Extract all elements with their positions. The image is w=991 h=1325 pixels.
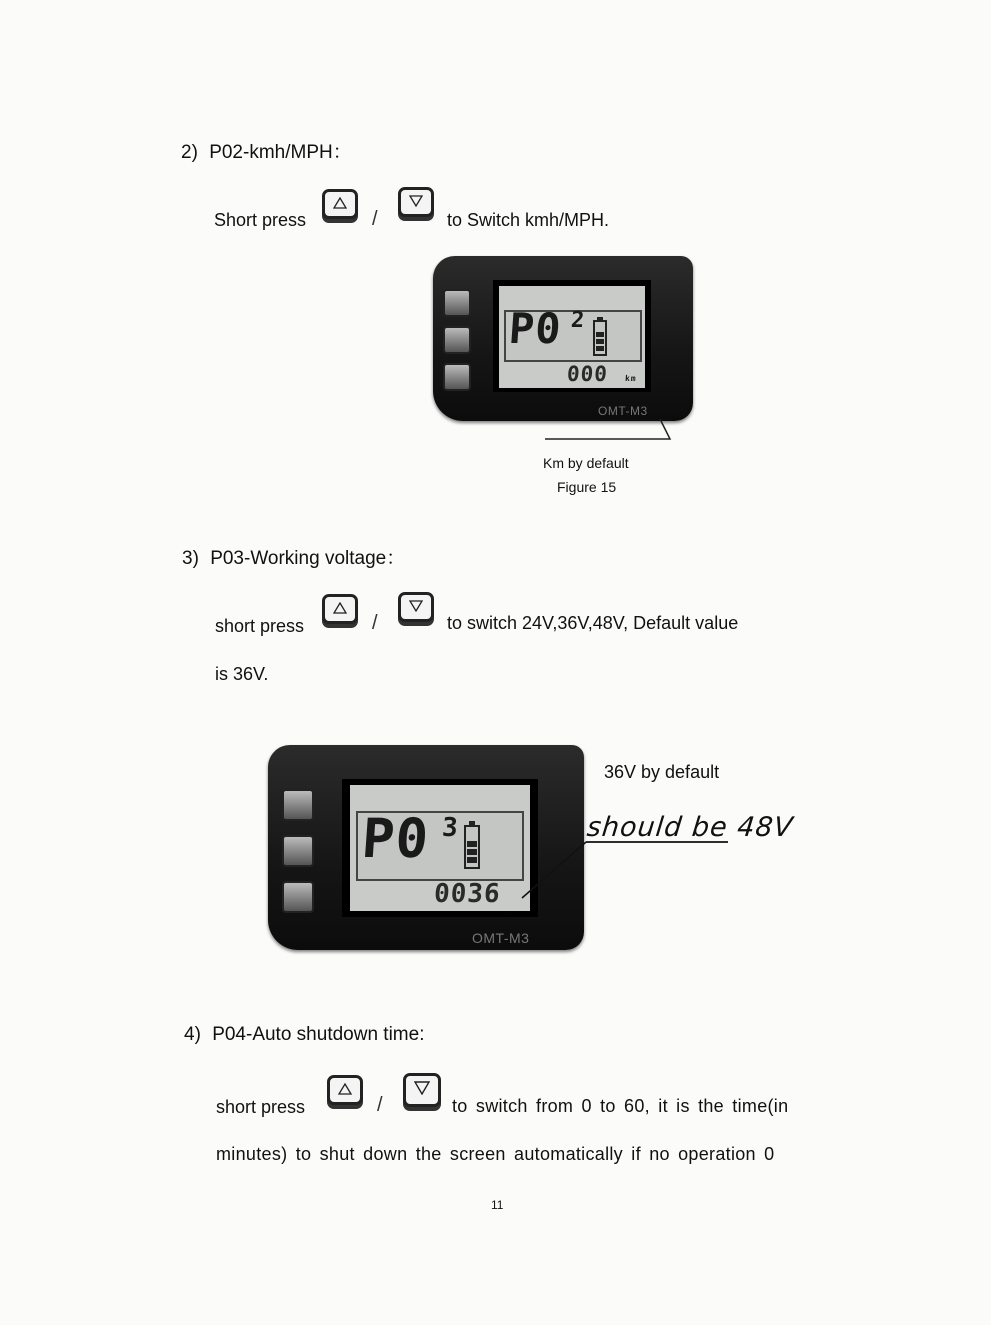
p04-instruction-prefix: short press <box>216 1097 306 1117</box>
down-arrow-key-icon <box>398 187 434 217</box>
handwritten-note: should be 48V <box>585 812 795 843</box>
lcd-value: 0036 <box>432 879 502 909</box>
device-down-button <box>443 363 471 391</box>
section-p03-heading <box>182 543 405 570</box>
lcd-parameter-code: P0 <box>359 807 432 870</box>
section-number: 2) <box>181 142 198 163</box>
device-power-button <box>443 326 471 354</box>
lcd-parameter-index: 2 <box>570 308 587 333</box>
section-p02-heading <box>181 137 352 164</box>
p03-instruction-line2: is 36V. <box>215 664 269 684</box>
separator: / <box>372 612 378 634</box>
separator: / <box>372 208 378 230</box>
device-up-button <box>443 289 471 317</box>
lcd-screen <box>350 785 530 911</box>
page-number: 11 <box>491 1198 504 1212</box>
section-number: 3) <box>182 548 199 569</box>
down-arrow-key-icon <box>403 1073 441 1107</box>
p02-annotation: Km by default <box>543 455 629 471</box>
separator: / <box>377 1094 383 1116</box>
lcd-parameter-code: P0 <box>507 304 564 353</box>
device-down-button <box>282 881 314 913</box>
lcd-unit: km <box>624 374 637 383</box>
p03-instruction-prefix: short press <box>215 616 305 636</box>
p04-instruction-suffix: to switch from 0 to 60, it is the time(in <box>452 1096 789 1116</box>
device-brand: OMT-M3 <box>472 930 530 946</box>
section-title: P03-Working voltage： <box>210 548 406 569</box>
display-device-p02 <box>433 256 693 421</box>
annotation-leader-line <box>540 415 680 445</box>
section-number: 4) <box>184 1024 201 1045</box>
battery-icon <box>464 825 480 869</box>
p02-instruction-suffix: to Switch kmh/MPH. <box>447 210 610 230</box>
up-arrow-key-icon <box>322 189 358 219</box>
device-up-button <box>282 789 314 821</box>
handwritten-leader-line <box>508 836 738 906</box>
section-title: P04-Auto shutdown time: <box>212 1024 425 1045</box>
lcd-parameter-index: 3 <box>440 813 460 843</box>
p02-instruction-prefix: Short press <box>214 210 307 230</box>
lcd-value: 000 <box>566 362 609 386</box>
down-arrow-key-icon <box>398 592 434 622</box>
p04-instruction-line2: minutes) to shut down the screen automatically if no operation 0 <box>216 1144 775 1164</box>
p03-instruction-suffix: to switch 24V,36V,48V, Default value <box>447 613 739 633</box>
section-p04-heading <box>184 1024 424 1046</box>
battery-icon <box>593 320 607 356</box>
device-brand: OMT-M3 <box>598 404 648 418</box>
section-title: P02-kmh/MPH： <box>209 142 352 163</box>
figure-caption: Figure 15 <box>557 479 617 495</box>
p03-annotation: 36V by default <box>604 762 720 782</box>
device-power-button <box>282 835 314 867</box>
up-arrow-key-icon <box>327 1075 363 1105</box>
up-arrow-key-icon <box>322 594 358 624</box>
lcd-screen <box>499 286 645 388</box>
